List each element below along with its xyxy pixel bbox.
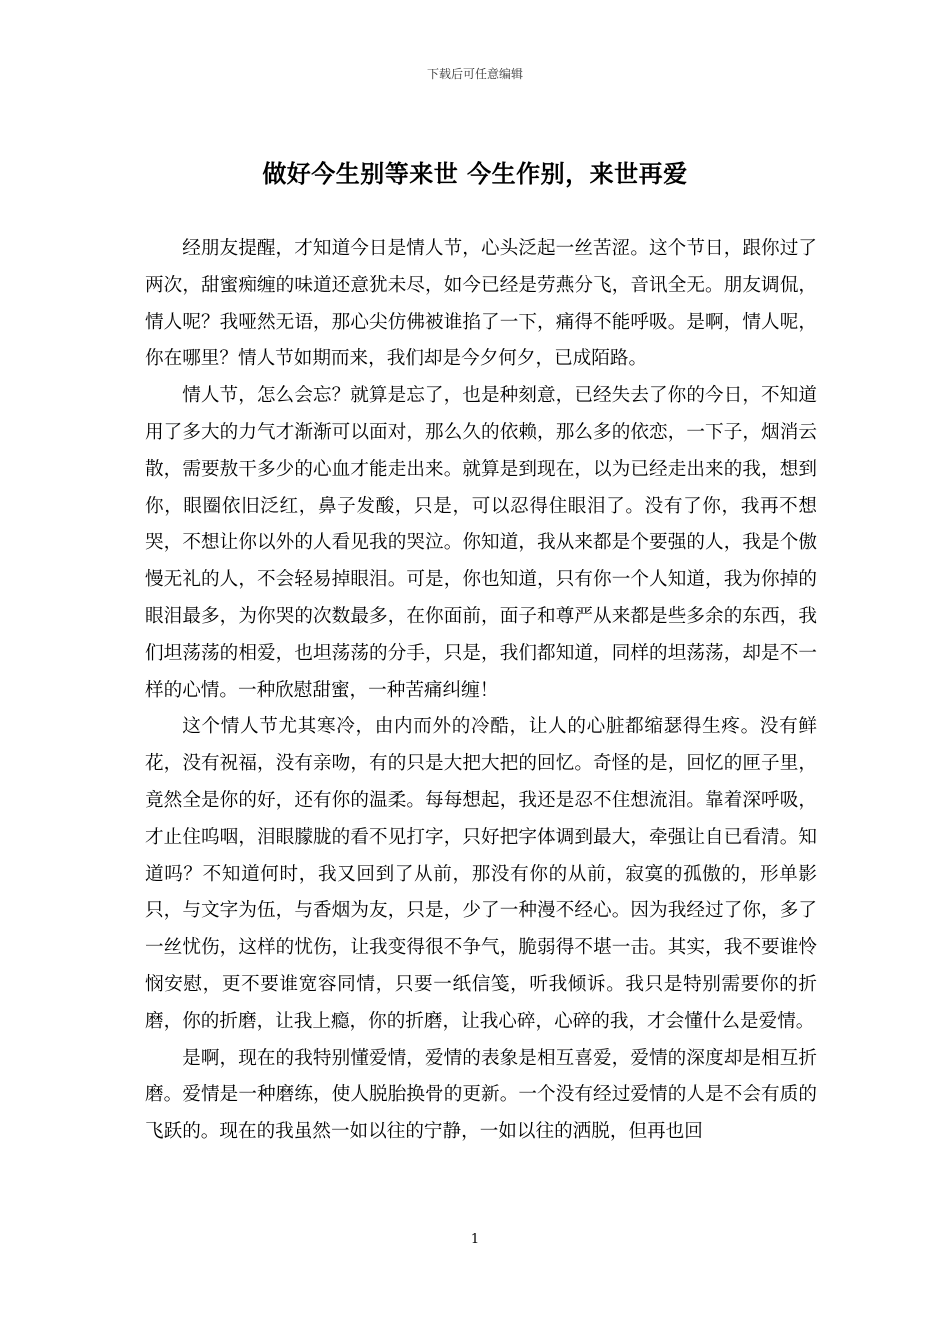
paragraph: 经朋友提醒，才知道今日是情人节，心头泛起一丝苦涩。这个节日，跟你过了两次，甜蜜痴缠的味道还意犹未尽，如今已经是劳燕分飞，音讯全无。朋友调侃，情人呢？我哑然无语，那心尖仿佛被谁掐了一下，痛得不能呼吸。是啊，情人呢，你在哪里？情人节如期而来，我们却是今夕何夕，已成陌路。 <box>145 238 817 370</box>
document-title: 做好今生别等来世 今生作别，来世再爱 <box>262 160 688 188</box>
paragraph: 这个情人节尤其寒冷，由内而外的冷酷，让人的心脏都缩瑟得生疼。没有鲜花，没有祝福，没有亲吻，有的只是大把大把的回忆。奇怪的是，回忆的匣子里，竟然全是你的好，还有你的温柔。每每想起，我还是忍不住想流泪。靠着深呼吸，才止住呜咽，泪眼朦胧的看不见打字，只好把字体调到最大，牵强让自已看清。知道吗？不知道何时，我又回到了从前，那没有你的从前，寂寞的孤傲的，形单影只，与文字为伍，与香烟为友，只是，少了一种漫不经心。因为我经过了你，多了一丝忧伤，这样的忧伤，让我变得很不争气，脆弱得不堪一击。其实，我不要谁怜悯安慰，更不要谁宽容同情，只要一纸信笺，听我倾诉。我只是特别需要你的折磨，你的折磨，让我上瘾，你的折磨，让我心碎，心碎的我，才会懂什么是爱情。 <box>145 716 817 1032</box>
page-header: 下载后可任意编辑 <box>426 67 523 81</box>
page-number: 1 <box>470 1232 480 1247</box>
document-body <box>145 231 817 1151</box>
paragraph: 情人节，怎么会忘？就算是忘了，也是种刻意，已经失去了你的今日，不知道用了多大的力气才渐渐可以面对，那么久的依赖，那么多的依恋，一下子，烟消云散，需要敖干多少的心血才能走出来。就算是到现在，以为已经走出来的我，想到你，眼圈依旧泛红，鼻子发酸，只是，可以忍得住眼泪了。没有了你，我再不想哭，不想让你以外的人看见我的哭泣。你知道，我从来都是个要强的人，我是个傲慢无礼的人，不会轻易掉眼泪。可是，你也知道，只有你一个人知道，我为你掉的眼泪最多，为你哭的次数最多，在你面前，面子和尊严从来都是些多余的东西，我们坦荡荡的相爱，也坦荡荡的分手，只是，我们都知道，同样的坦荡荡，却是不一样的心情。一种欣慰甜蜜，一种苦痛纠缠！ <box>145 385 817 701</box>
paragraph: 是啊，现在的我特别懂爱情，爱情的表象是相互喜爱，爱情的深度却是相互折磨。爱情是一种磨练，使人脱胎换骨的更新。一个没有经过爱情的人是不会有质的飞跃的。现在的我虽然一如以往的宁静，一如以往的洒脱，但再也回 <box>145 1047 817 1143</box>
